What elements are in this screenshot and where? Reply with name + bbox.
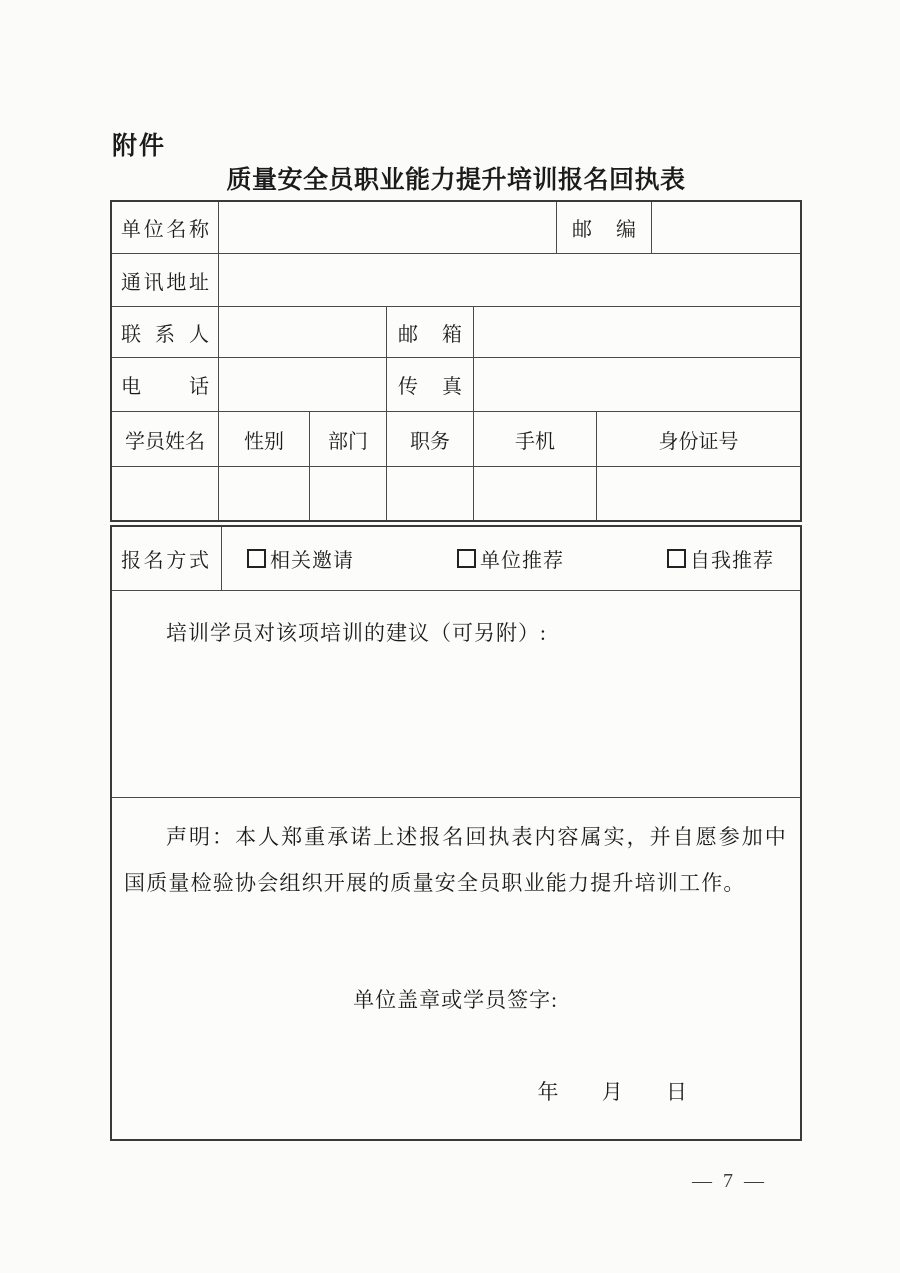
address-label: 通讯地址	[121, 271, 209, 294]
contact-label: 联系人	[121, 323, 209, 346]
address-field[interactable]	[219, 254, 800, 306]
suggestion-field[interactable]	[112, 591, 800, 797]
declaration-text: 声明：本人郑重承诺上述报名回执表内容属实，并自愿参加中国质量检验协会组织开展的质量安全员职业能力提升培训工作。	[124, 825, 787, 895]
option-self-recommend[interactable]	[667, 544, 774, 573]
signature-label[interactable]: 单位盖章或学员签字:	[353, 988, 558, 1012]
fax-label-cell	[387, 358, 474, 411]
checkbox-icon	[247, 549, 266, 568]
registration-method-label: 报名方式	[121, 550, 209, 572]
gender-field[interactable]	[219, 467, 310, 520]
form-table-bottom	[110, 525, 802, 1141]
registration-options-cell	[222, 527, 800, 590]
date-label[interactable]: 年 月 日	[537, 1080, 687, 1104]
department-header: 部门	[310, 412, 387, 466]
id-number-header: 身份证号	[658, 430, 739, 453]
unit-name-label-cell	[112, 202, 219, 253]
student-name-field[interactable]	[112, 467, 219, 520]
registration-method-label-cell	[112, 527, 222, 590]
id-number-field[interactable]	[597, 467, 800, 520]
fax-field[interactable]	[474, 358, 800, 411]
fax-label: 传真	[398, 376, 462, 398]
checkbox-icon	[457, 549, 476, 568]
unit-name-label: 单位名称	[121, 219, 209, 241]
row-unit-name	[112, 202, 800, 254]
email-label: 邮箱	[398, 323, 462, 346]
phone-field[interactable]	[219, 358, 387, 411]
row-student-headers	[112, 412, 800, 467]
department-field[interactable]	[310, 467, 387, 520]
student-name-header: 学员姓名	[112, 412, 219, 466]
option-self-recommend-label: 自我推荐	[690, 550, 774, 572]
option-invitation-label: 相关邀请	[270, 550, 354, 572]
row-registration-method	[112, 527, 800, 591]
postal-code-label: 邮编	[572, 219, 636, 241]
email-field[interactable]	[474, 307, 800, 357]
row-declaration	[112, 798, 800, 1139]
contact-label-cell	[112, 307, 219, 357]
page-number: — 7 —	[692, 1170, 767, 1192]
option-invitation[interactable]	[247, 544, 354, 573]
row-contact	[112, 307, 800, 358]
postal-code-label-cell	[557, 202, 652, 253]
option-unit-recommend-label: 单位推荐	[480, 550, 564, 572]
mobile-header: 手机	[474, 412, 597, 466]
row-address	[112, 254, 800, 307]
unit-name-field[interactable]	[219, 202, 557, 253]
gender-header: 性别	[219, 412, 310, 466]
phone-label: 电话	[121, 376, 209, 398]
row-phone	[112, 358, 800, 412]
row-suggestion	[112, 591, 800, 798]
suggestion-label: 培训学员对该项培训的建议（可另附）:	[166, 621, 547, 645]
contact-field[interactable]	[219, 307, 387, 357]
attachment-label: 附件	[112, 133, 167, 160]
option-unit-recommend[interactable]	[457, 544, 564, 573]
address-label-cell	[112, 254, 219, 306]
form-title: 质量安全员职业能力提升培训报名回执表	[226, 167, 686, 194]
mobile-field[interactable]	[474, 467, 597, 520]
checkbox-icon	[667, 549, 686, 568]
row-student-blank	[112, 467, 800, 520]
email-label-cell	[387, 307, 474, 357]
form-table-top	[110, 200, 802, 522]
postal-code-field[interactable]	[652, 202, 800, 253]
phone-label-cell	[112, 358, 219, 411]
position-field[interactable]	[387, 467, 474, 520]
declaration-cell	[112, 798, 800, 1139]
position-header: 职务	[387, 412, 474, 466]
